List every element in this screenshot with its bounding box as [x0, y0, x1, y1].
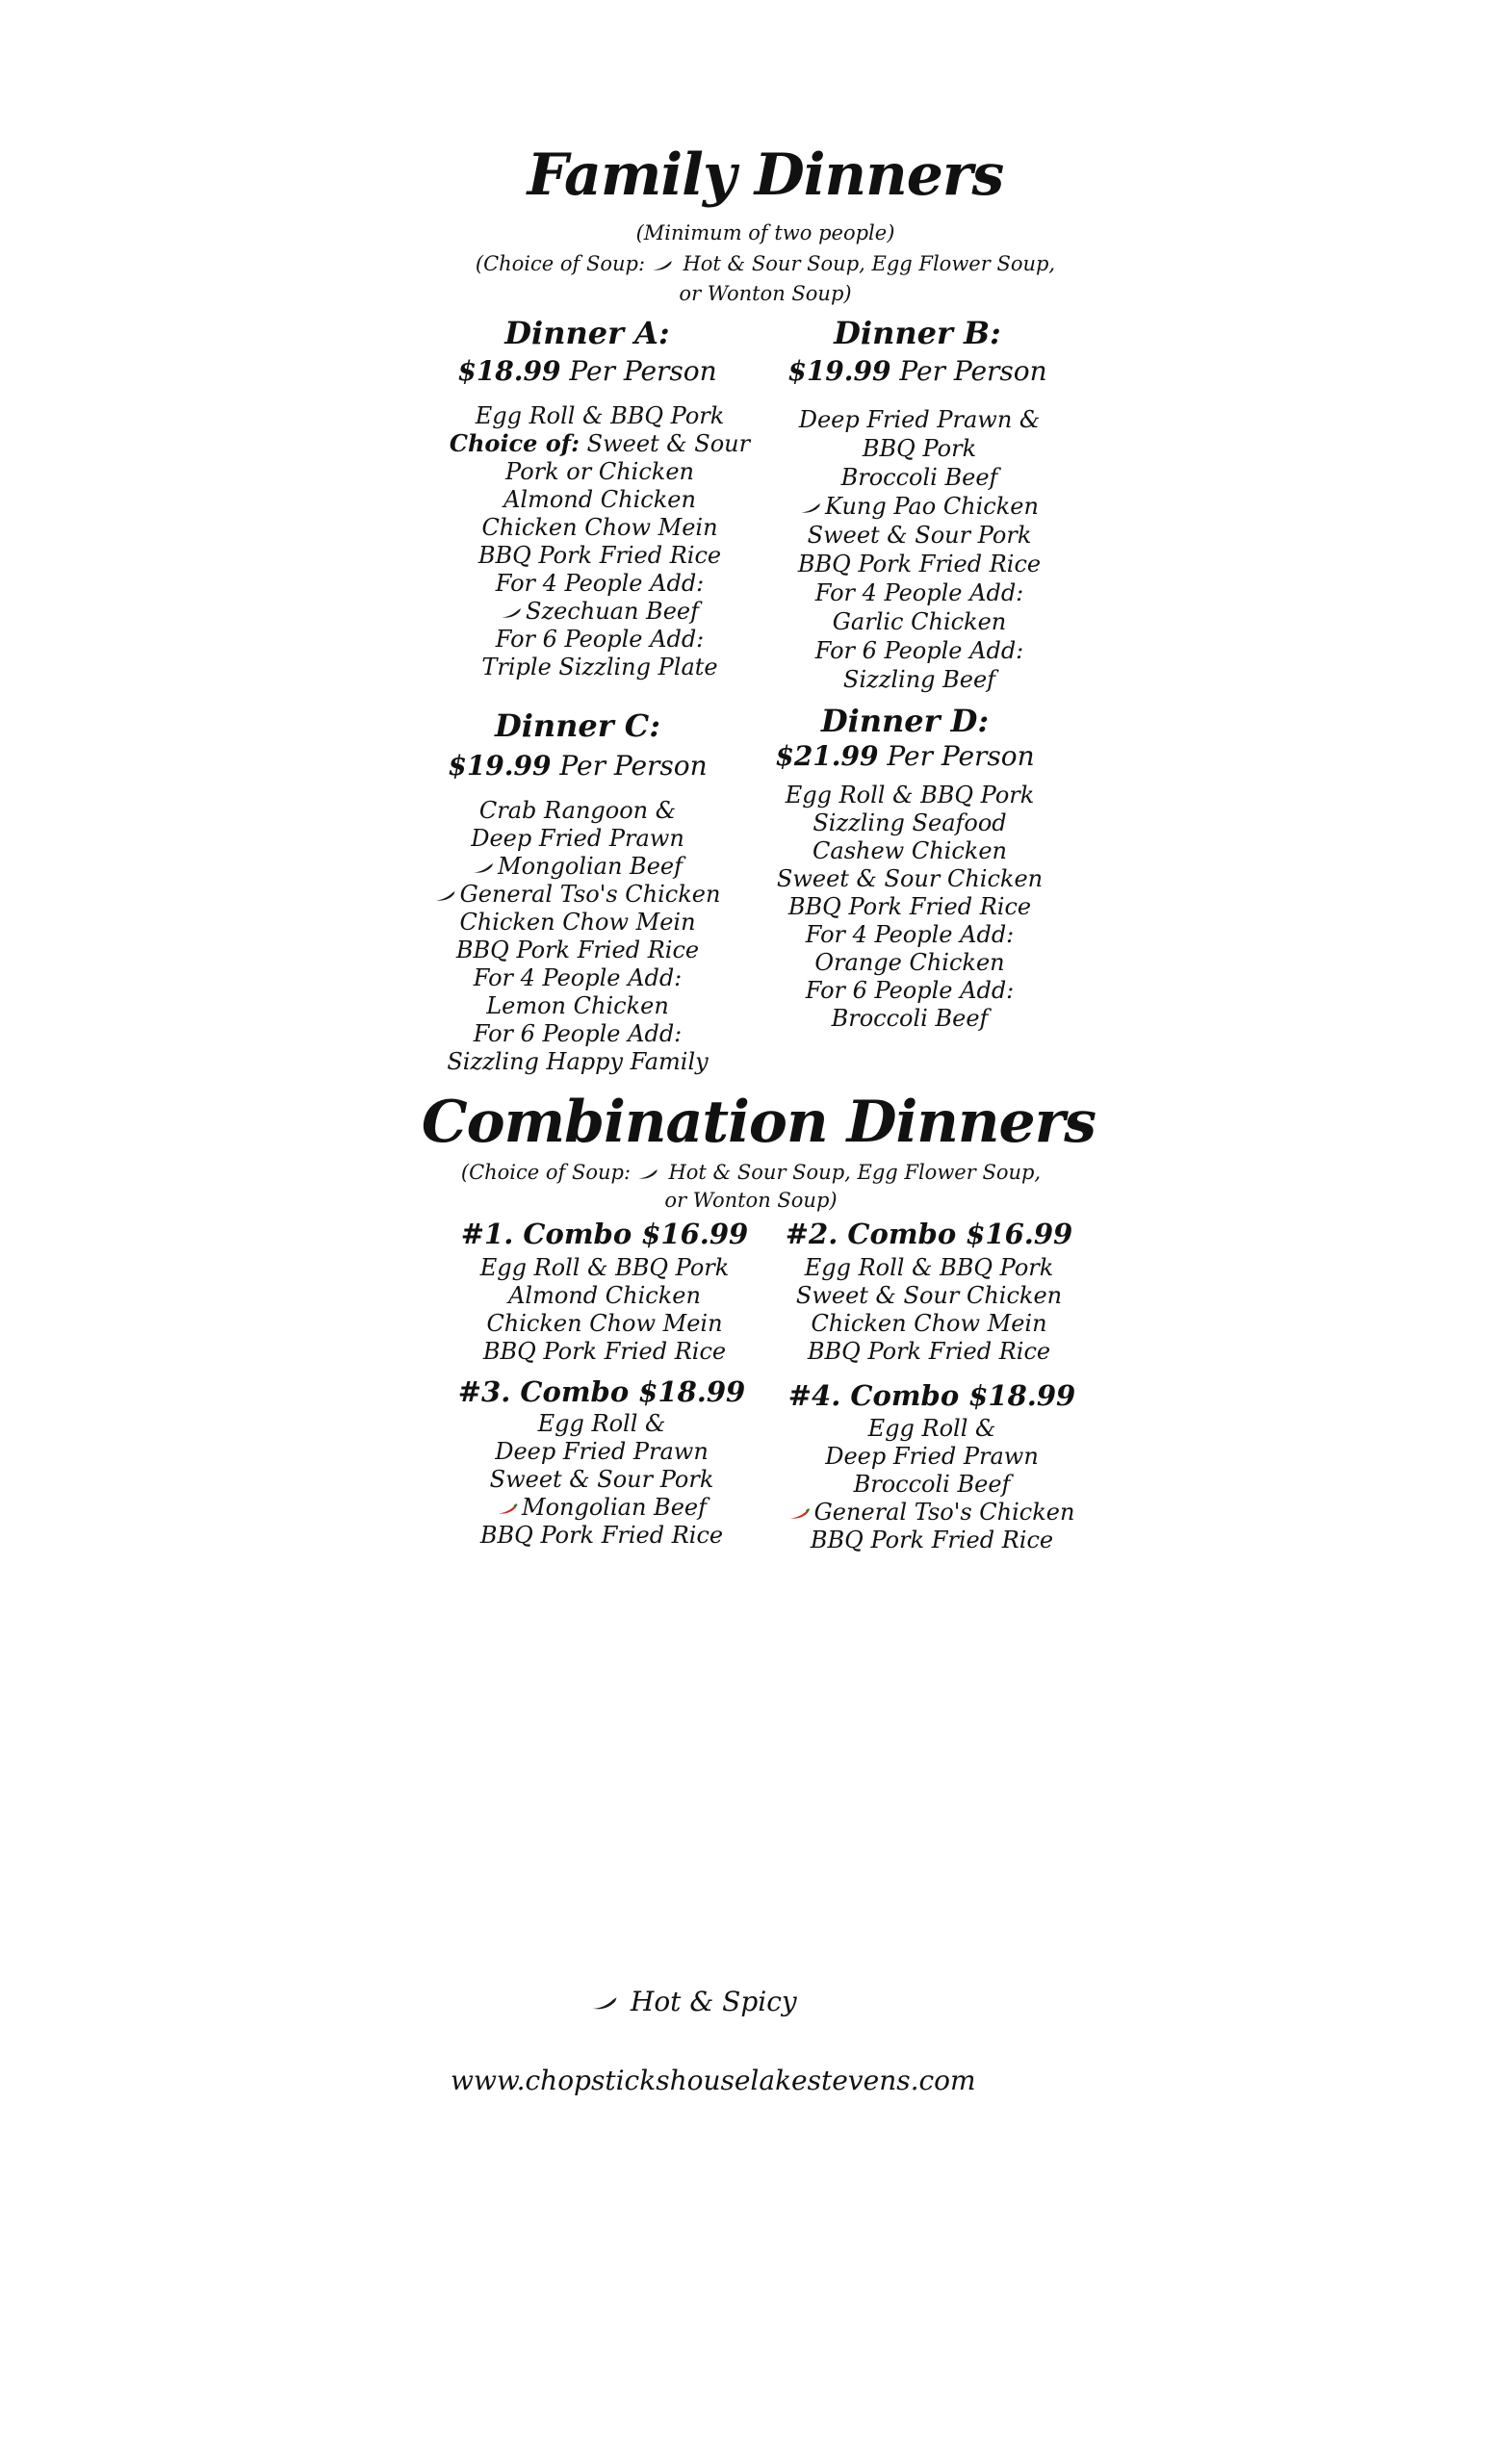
menu-item: Pork or Chicken [505, 458, 694, 485]
menu-item: BBQ Pork Fried Rice [787, 893, 1032, 920]
dinner-name: Dinner C: [494, 707, 661, 744]
combination-dinners-title: Combination Dinners [421, 1089, 1096, 1156]
menu-item: Lemon Chicken [486, 992, 669, 1019]
family-minimum-note: (Minimum of two people) [635, 221, 895, 244]
dinner-price [787, 355, 1047, 387]
menu-item: BBQ Pork Fried Rice [477, 542, 722, 569]
price-unit: Per Person [887, 740, 1035, 772]
menu-item: Chicken Chow Mein [481, 514, 718, 541]
menu-item: Sweet & Sour Pork [489, 1466, 714, 1493]
combination-soup-note-line2: or Wonton Soup) [664, 1189, 838, 1212]
price-value: $19.99 [448, 750, 552, 782]
menu-item: For 6 People Add: [805, 977, 1015, 1004]
menu-item: Broccoli Beef [831, 1005, 989, 1032]
chili-pepper-icon [473, 862, 494, 874]
menu-item: Garlic Chicken [832, 608, 1007, 635]
menu-item: Egg Roll & BBQ Pork [475, 402, 725, 429]
menu-item: BBQ Pork Fried Rice [482, 1338, 727, 1365]
chili-pepper-icon [637, 1168, 658, 1180]
menu-item: Broccoli Beef [840, 464, 998, 491]
menu-item [800, 495, 1039, 518]
menu-item-text: General Tso's Chicken [813, 1499, 1075, 1526]
menu-item: Egg Roll & BBQ Pork [785, 782, 1035, 808]
menu-item [789, 1501, 1075, 1524]
menu-item: Egg Roll & [537, 1410, 666, 1437]
menu-item: Sizzling Beef [842, 666, 996, 693]
menu-item [497, 1496, 707, 1519]
menu-item: BBQ Pork [862, 435, 977, 462]
menu-item: BBQ Pork Fried Rice [810, 1527, 1054, 1553]
spicy-legend [591, 1986, 797, 2017]
menu-item [435, 883, 721, 906]
dinner-name: Dinner B: [834, 315, 1001, 351]
menu-item-text: General Tso's Chicken [459, 881, 721, 908]
menu-item: Egg Roll & BBQ Pork [804, 1254, 1054, 1281]
menu-item: Egg Roll & [867, 1415, 996, 1442]
price-unit: Per Person [559, 750, 708, 782]
price-unit: Per Person [569, 355, 717, 387]
menu-item-text: Sweet & Sour [586, 430, 751, 457]
family-soup-note-line2: or Wonton Soup) [679, 282, 852, 305]
menu-item: BBQ Pork Fried Rice [807, 1338, 1051, 1365]
menu-item-text: Kung Pao Chicken [825, 493, 1039, 520]
menu-item: For 4 People Add: [473, 964, 683, 991]
menu-item: Deep Fried Prawn & [798, 406, 1041, 433]
menu-item: BBQ Pork Fried Rice [455, 937, 700, 963]
combo-name: #1. Combo $16.99 [460, 1218, 749, 1250]
menu-item: Broccoli Beef [853, 1471, 1011, 1498]
menu-item: Sizzling Happy Family [447, 1048, 709, 1075]
dinner-name: Dinner D: [820, 703, 990, 739]
menu-item: BBQ Pork Fried Rice [797, 551, 1042, 578]
menu-item: Almond Chicken [508, 1282, 701, 1309]
menu-item: Triple Sizzling Plate [481, 654, 718, 680]
dinner-price [448, 750, 708, 782]
soup-options: Hot & Sour Soup, Egg Flower Soup, [683, 252, 1056, 275]
menu-item [473, 855, 683, 878]
chili-pepper-icon [497, 1503, 518, 1515]
combo-name: #2. Combo $16.99 [785, 1218, 1073, 1250]
menu-item: For 4 People Add: [805, 921, 1015, 948]
menu-item: Egg Roll & BBQ Pork [479, 1254, 730, 1281]
menu-item: Chicken Chow Mein [486, 1310, 723, 1337]
family-dinners-title: Family Dinners [527, 141, 1004, 209]
menu-item: Sizzling Seafood [812, 809, 1007, 836]
price-unit: Per Person [899, 355, 1047, 387]
menu-item: Almond Chicken [503, 486, 696, 513]
menu-item: For 6 People Add: [495, 626, 705, 653]
price-value: $19.99 [787, 355, 891, 387]
menu-item: For 6 People Add: [814, 637, 1024, 664]
menu-item: Deep Fried Prawn [495, 1438, 709, 1465]
menu-item: Crab Rangoon & [478, 797, 677, 824]
menu-item [449, 429, 751, 457]
menu-item: For 4 People Add: [814, 579, 1024, 606]
chili-pepper-icon [800, 502, 821, 514]
soup-prefix: (Choice of Soup: [460, 1161, 632, 1184]
menu-item: Cashew Chicken [812, 837, 1007, 864]
menu-item: Orange Chicken [814, 949, 1005, 976]
website-url: www.chopstickshouselakestevens.com [451, 2065, 976, 2096]
menu-item: Deep Fried Prawn [825, 1443, 1039, 1470]
price-value: $21.99 [775, 740, 879, 772]
menu-item: Deep Fried Prawn [471, 825, 684, 852]
menu-item: Chicken Chow Mein [811, 1310, 1047, 1337]
chili-pepper-icon [789, 1508, 811, 1520]
menu-item: Sweet & Sour Chicken [776, 865, 1044, 892]
combination-soup-note [461, 1163, 1041, 1183]
menu-item-text: Mongolian Beef [498, 853, 683, 880]
dinner-price [775, 740, 1035, 772]
menu-item-text: Mongolian Beef [522, 1494, 707, 1521]
legend-label: Hot & Spicy [630, 1986, 797, 2017]
soup-prefix: (Choice of Soup: [475, 252, 646, 275]
menu-item: BBQ Pork Fried Rice [479, 1522, 724, 1549]
family-soup-note [476, 254, 1055, 274]
menu-item: For 6 People Add: [473, 1020, 683, 1047]
menu-item: Sweet & Sour Chicken [795, 1282, 1063, 1309]
choice-label: Choice of: [449, 429, 580, 457]
dinner-name: Dinner A: [504, 315, 670, 351]
chili-pepper-icon [435, 890, 456, 902]
menu-item: Chicken Chow Mein [459, 909, 696, 936]
chili-pepper-icon [652, 260, 673, 271]
menu-item [501, 600, 699, 623]
price-value: $18.99 [457, 355, 561, 387]
menu-item: For 4 People Add: [495, 570, 705, 597]
soup-options: Hot & Sour Soup, Egg Flower Soup, [668, 1161, 1042, 1184]
chili-pepper-icon [591, 1996, 618, 2011]
chili-pepper-icon [501, 607, 522, 619]
dinner-price [457, 355, 717, 387]
menu-item-text: Szechuan Beef [526, 598, 699, 625]
menu-item: Sweet & Sour Pork [807, 522, 1032, 549]
combo-name: #3. Combo $18.99 [457, 1375, 746, 1408]
combo-name: #4. Combo $18.99 [787, 1379, 1076, 1412]
